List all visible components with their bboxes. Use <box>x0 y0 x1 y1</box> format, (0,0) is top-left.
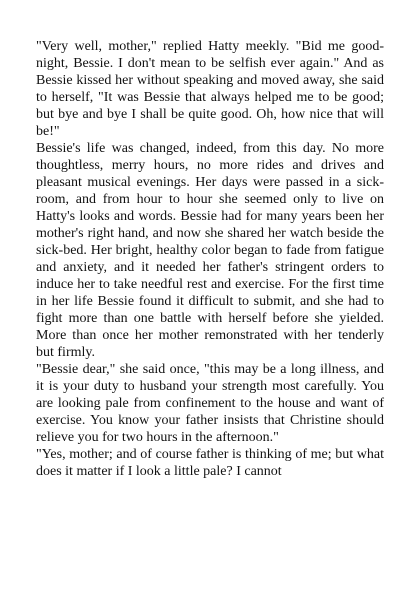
paragraph-bessie-life-changed: Bessie's life was changed, indeed, from this day. No more thoughtless, merry hours, no more rides and drives and pleasant musical evenings. Her days were passed in a sick-room, and from hour to hour she seemed only to live on Hatty's looks and words. Bessie had for many years been her mother's right hand, and now she shared her watch beside the sick-bed. Her bright, healthy color began to fade from fatigue and anxiety, and it needed her father's stringent orders to induce her to take needful rest and exercise. For the first time in her life Bessie found it difficult to submit, and she had to fight more than one battle with herself before she yielded. More than once her mother remonstrated with her tenderly but firmly. <box>36 141 384 360</box>
book-page <box>36 38 384 480</box>
paragraph-hatty-goodnight: "Very well, mother," replied Hatty meekly. "Bid me good-night, Bessie. I don't mean to be selfish ever again." And as Bessie kissed her without speaking and moved away, she said to herself, "It was Bessie that always helped me to be good; but bye and bye I shall be quite good. Oh, how nice that will be!" <box>36 39 384 139</box>
paragraph-bessie-reply: "Yes, mother; and of course father is thinking of me; but what does it matter if I look a little pale? I cannot <box>36 447 384 479</box>
paragraph-mother-advice: "Bessie dear," she said once, "this may be a long illness, and it is your duty to husband your strength most carefully. You are looking pale from confinement to the house and want of exercise. You know your father insists that Christine should relieve you for two hours in the afternoon." <box>36 362 384 445</box>
